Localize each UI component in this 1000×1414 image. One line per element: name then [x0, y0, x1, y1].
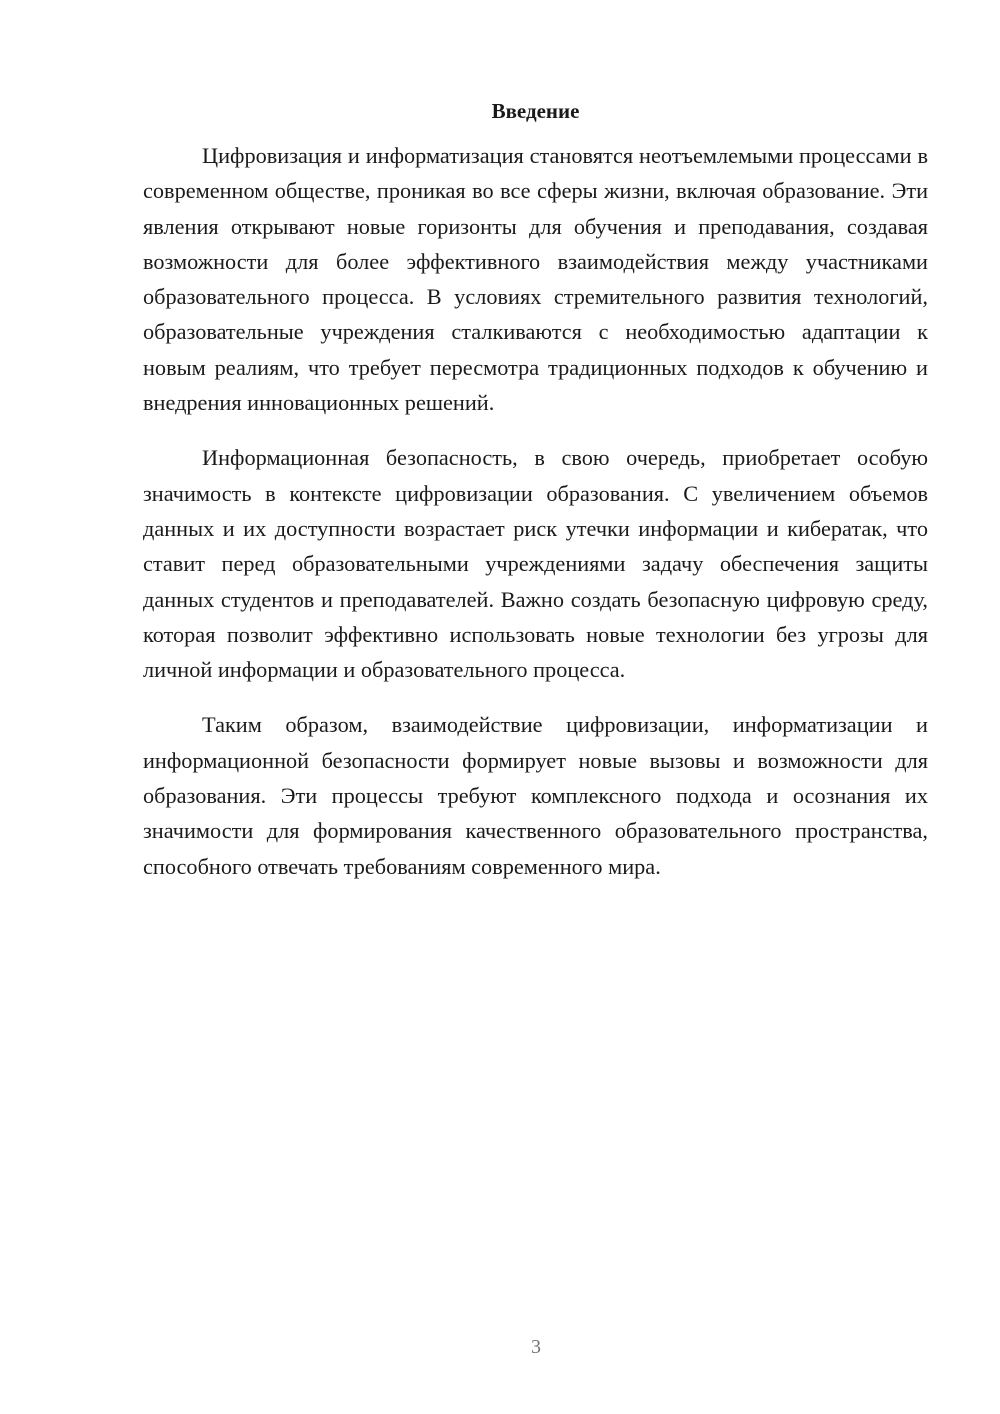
paragraph-2: Информационная безопасность, в свою очередь, приобретает особую значимость в контексте цифровизации образования. С увеличением объемов данных и их доступности возрастает риск утечки информации и кибератак, что ставит перед образовательными учреждениями задачу обеспечения защиты данных студентов и преподавателей. Важно создать безопасную цифровую среду, которая позволит эффективно использовать новые технологии без угрозы для личной информации и образовательного процесса. — [143, 445, 928, 683]
paragraph-3: Таким образом, взаимодействие цифровизации, информатизации и информационной безопасности формирует новые вызовы и возможности для образования. Эти процессы требуют комплексного подхода и осознания их значимости для формирования качественного образовательного пространства, способного отвечать требованиям современного мира. — [143, 712, 928, 879]
page-content — [143, 94, 928, 904]
paragraph-1: Цифровизация и информатизация становятся неотъемлемыми процессами в современном обществе, проникая во все сферы жизни, включая образование. Эти явления открывают новые горизонты для обучения и преподавания, создавая возможности для более эффективного взаимодействия между участниками образовательного процесса. В условиях стремительного развития технологий, образовательные учреждения сталкиваются с необходимостью адаптации к новым реалиям, что требует пересмотра традиционных подходов к обучению и внедрения инновационных решений. — [143, 143, 928, 416]
section-heading: Введение — [491, 99, 580, 123]
page-number: 3 — [531, 1336, 541, 1358]
